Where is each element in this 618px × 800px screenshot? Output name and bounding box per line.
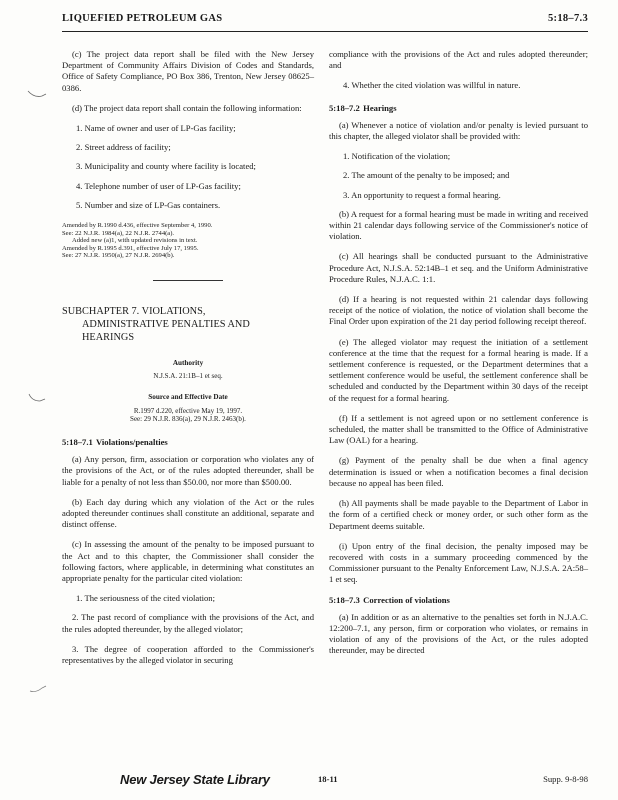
paragraph-d: (d) The project data report shall contain the following information: [72,102,302,113]
paragraph-7-2-c: (c) All hearings shall be conducted pursuant to the Administrative Procedure Act, N.J.S.A. 52:14B–1 et seq. and the Uniform Administrative Procedure Rules, N.J.A.C. 1:1. [329,251,588,284]
header-title: LIQUEFIED PETROLEUM GAS [62,13,223,24]
subchapter-title-line: SUBCHAPTER 7. VIOLATIONS, [62,306,206,317]
page-number: 18-11 [318,774,338,784]
list-item: 2. The amount of the penalty to be imposed; and [343,170,510,181]
list-item: 4. Whether the cited violation was willful in nature. [343,80,521,91]
paragraph-7-2-i: (i) Upon entry of the final decision, the penalty imposed may be recovered with costs in a summary proceeding commenced by the Commissioner pursuant to the Penalty Enforcement Law, N.J.S.A. 2A:58–1 et seq. [329,540,588,585]
list-item: 3. An opportunity to request a formal hearing. [343,189,501,200]
paragraph-7-2-f: (f) If a settlement is not agreed upon or no settlement conference is scheduled, the matter shall be transmitted to the Office of Administrative Law (OAL) for a hearing. [329,412,588,446]
history-note: Added new (a)1, with updated revisions in text. [72,237,198,245]
paragraph-7-1-b: (b) Each day during which any violation of the Act or the rules adopted thereunder continues shall constitute an additional, separate and distinct offense. [62,496,314,530]
source-citation [62,407,314,423]
history-note: Amended by R.1990 d.436, effective September 4, 1990. [62,222,213,230]
list-item: 3. The degree of cooperation afforded to the Commissioner's representatives by the alleged violator in securing [62,643,314,666]
section-title: Correction of violations [363,594,450,605]
section-heading-7-3 [329,595,588,606]
source-heading: Source and Effective Date [148,393,228,402]
header-rule [62,31,588,32]
list-item: 1. Name of owner and user of LP-Gas facility; [76,123,236,134]
paragraph-7-1-c: (c) In assessing the amount of the penalty to be imposed pursuant to the Act and to this chapter, the Commissioner shall consider the following factors, where applicable, in determining what constitutes an appropriate penalty for the particular cited violation: [62,539,314,584]
paragraph-c: (c) The project data report shall be filed with the New Jersey Department of Community Affairs Division of Codes and Standards, Office of Safety Compliance, PO Box 386, Trenton, New Jersey 08625–0386. [62,49,314,93]
margin-pen-mark [26,88,50,100]
paragraph-7-2-a: (a) Whenever a notice of violation and/or penalty is levied pursuant to this chapter, the alleged violator shall be provided with: [329,119,588,142]
section-heading-7-2 [329,103,588,114]
list-item: 4. Telephone number of user of LP-Gas facility; [76,180,241,191]
supplement-date: Supp. 9-8-98 [543,774,588,784]
paragraph-7-2-d: (d) If a hearing is not requested within 21 calendar days following receipt of the notice of violation, the notice of violation shall become the Final Order upon expiration of the 21 day period following receipt thereof. [329,294,588,327]
right-column [329,49,588,666]
paragraph-7-2-g: (g) Payment of the penalty shall be due when a final agency determination is issued or when a notification becomes a final decision because no appeal has been filed. [329,455,588,488]
margin-pen-mark [26,392,50,404]
section-heading-7-1 [62,437,314,448]
margin-pen-mark [26,683,50,695]
section-title: Hearings [363,102,397,113]
subchapter-title-line: ADMINISTRATIVE PENALTIES AND [82,319,250,330]
list-item: 2. Street address of facility; [76,142,171,153]
source-line: See: 29 N.J.R. 836(a), 29 N.J.R. 2463(b). [130,414,246,423]
authority-citation: N.J.S.A. 21:1B–1 et seq. [153,372,223,381]
history-note: Amended by R.1995 d.391, effective July 17, 1995. [62,244,199,252]
section-number: 5:18–7.3 [329,594,360,605]
list-item: 1. The seriousness of the cited violation; [76,593,215,604]
paragraph-7-2-h: (h) All payments shall be made payable to the Department of Labor in the form of a certified check or money order, or such other form as the Department deems suitable. [329,498,588,531]
list-item: 2. The past record of compliance with the provisions of the Act, and the rules adopted thereunder, by the alleged violator; [62,612,314,634]
header-section-number: 5:18–7.3 [547,13,588,24]
left-column [62,49,314,675]
section-number: 5:18–7.2 [329,102,360,113]
list-item: 3. Municipality and county where facility is located; [76,161,256,172]
list-item: 5. Number and size of LP-Gas containers. [76,199,221,210]
authority-heading: Authority [172,359,204,367]
subchapter-title-line: HEARINGS [82,332,135,343]
section-number: 5:18–7.1 [62,437,93,448]
page-footer [0,772,618,792]
history-note: See: 27 N.J.R. 1950(a), 27 N.J.R. 2694(b). [62,252,175,260]
library-stamp: New Jersey State Library [120,772,270,787]
list-item: 1. Notification of the violation; [343,151,451,162]
running-header [62,13,588,29]
source-line: R.1997 d.220, effective May 19, 1997. [133,406,243,415]
subchapter-heading [62,305,314,344]
paragraph-7-2-b: (b) A request for a formal hearing must be made in writing and received within 21 calendar days following service of the Commissioner's notice of violation. [329,208,588,242]
section-title: Violations/penalties [96,437,168,448]
paragraph-7-2-e: (e) The alleged violator may request the initiation of a settlement conference at the time that the request for a formal hearing is made. If a settlement conference is requested, or the Department determines that a settlement conference would be useful, the settlement conference shall be scheduled and conducted by the Department within 30 days of the receipt of the request for a formal hearing. [329,336,588,403]
history-note: See: 22 N.J.R. 1984(a), 22 N.J.R. 2744(a). [62,229,175,237]
paragraph-7-1-a: (a) Any person, firm, association or corporation who violates any of the provisions of the Act, or of the rules adopted thereunder, shall be liable for a penalty of not less than $50.00, nor more than $500.00. [62,454,314,487]
continued-text: compliance with the provisions of the Act and rules adopted thereunder; and [329,49,588,71]
paragraph-7-3-a: (a) In addition or as an alternative to the penalties set forth in N.J.A.C. 12:200–7.1, any person, firm or corporation who violates, or remains in violation of any of the provisions of the Act, or the rules adopted thereunder, may be directed [329,611,588,656]
section-divider [153,280,223,281]
